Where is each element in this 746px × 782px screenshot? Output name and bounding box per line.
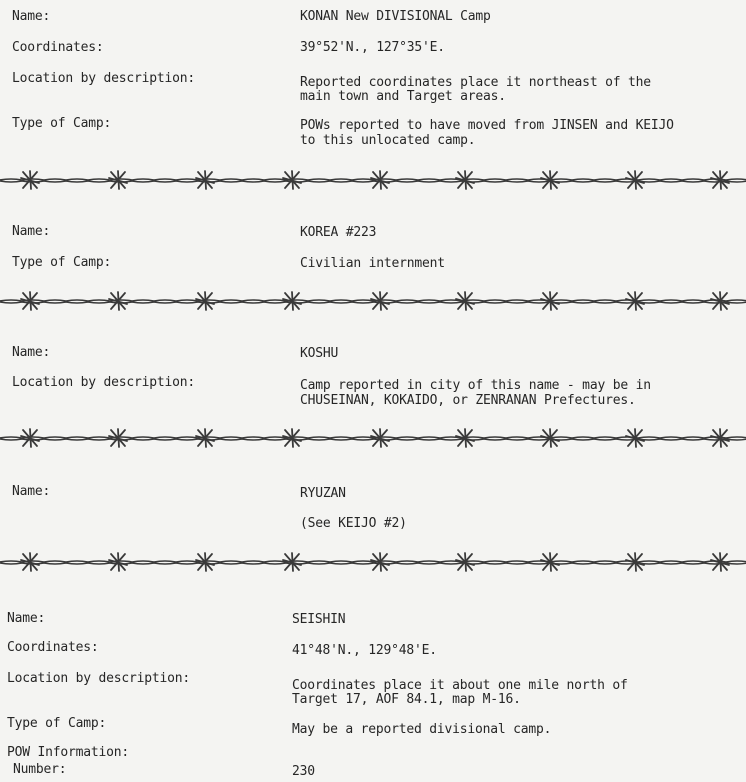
location-line-1: Coordinates place it about one mile north of [292, 678, 628, 693]
barb [541, 553, 559, 571]
camp-name: SEISHIN [292, 612, 346, 627]
location-line-1: Camp reported in city of this name - may be in [300, 378, 651, 393]
coordinates-label: Coordinates: [7, 640, 99, 655]
name-label: Name: [7, 611, 46, 626]
number-label: Number: [13, 762, 67, 777]
type-label: Type of Camp: [12, 116, 112, 131]
barb [541, 292, 559, 310]
pow-number: 230 [292, 764, 315, 779]
camp-name: KONAN New DIVISIONAL Camp [300, 9, 491, 24]
coordinates-label: Coordinates: [12, 40, 104, 55]
barbed-wire-svg [0, 549, 746, 575]
type-line-1: POWs reported to have moved from JINSEN and KEIJO [300, 118, 674, 133]
barbed-wire-svg [0, 288, 746, 314]
location-label: Location by description: [7, 671, 191, 686]
camp-name: KOREA #223 [300, 225, 377, 240]
barbed-wire-svg [0, 167, 746, 193]
location-label: Location by description: [12, 375, 196, 390]
barb [541, 429, 559, 447]
location-line-2: Target 17, AOF 84.1, map M-16. [292, 692, 521, 707]
camp-name: RYUZAN [300, 486, 346, 501]
type-label: Type of Camp: [12, 255, 112, 270]
type-label: Type of Camp: [7, 716, 107, 731]
barb [541, 171, 559, 189]
location-line-1: Reported coordinates place it northeast of the [300, 75, 651, 90]
name-label: Name: [12, 9, 51, 24]
location-line-2: CHUSEINAN, KOKAIDO, or ZENRANAN Prefectures. [300, 393, 636, 408]
barbed-wire-divider [0, 425, 746, 451]
camp-note: (See KEIJO #2) [300, 516, 407, 531]
location-line-2: main town and Target areas. [300, 89, 506, 104]
barbed-wire-divider [0, 167, 746, 193]
barbed-wire-svg [0, 425, 746, 451]
camp-name: KOSHU [300, 346, 339, 361]
camp-type: Civilian internment [300, 256, 445, 271]
location-label: Location by description: [12, 71, 196, 86]
pow-information-label: POW Information: [7, 745, 130, 760]
camp-coordinates: 39°52'N., 127°35'E. [300, 40, 445, 55]
camp-coordinates: 41°48'N., 129°48'E. [292, 643, 437, 658]
name-label: Name: [12, 224, 51, 239]
name-label: Name: [12, 484, 51, 499]
type-line-2: to this unlocated camp. [300, 133, 476, 148]
barbed-wire-divider [0, 549, 746, 575]
barbed-wire-divider [0, 288, 746, 314]
camp-type: May be a reported divisional camp. [292, 722, 552, 737]
name-label: Name: [12, 345, 51, 360]
